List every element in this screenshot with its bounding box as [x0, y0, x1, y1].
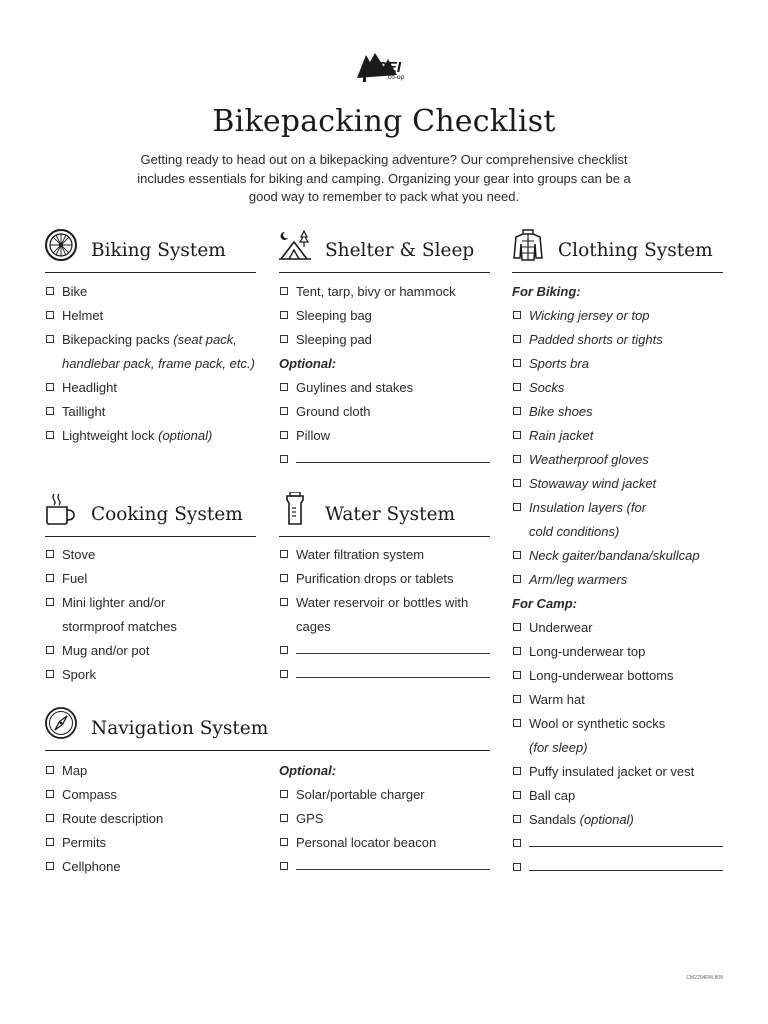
checklist-item[interactable]: Ground cloth: [279, 400, 490, 424]
checklist-item[interactable]: Water filtration system: [279, 543, 490, 567]
checkbox[interactable]: [280, 790, 288, 798]
checklist-item[interactable]: Padded shorts or tights: [512, 328, 723, 352]
checklist-item[interactable]: Underwear: [512, 616, 723, 640]
checklist-item[interactable]: Stowaway wind jacket: [512, 472, 723, 496]
checkbox[interactable]: [513, 719, 521, 727]
checkbox[interactable]: [46, 862, 54, 870]
checkbox[interactable]: [513, 455, 521, 463]
checkbox[interactable]: [46, 814, 54, 822]
checkbox[interactable]: [513, 623, 521, 631]
checkbox[interactable]: [280, 455, 288, 463]
checklist-item[interactable]: Bikepacking packs (seat pack, handlebar pack, frame pack, etc.): [45, 328, 256, 376]
checklist-item[interactable]: Long-underwear top: [512, 640, 723, 664]
checklist-item[interactable]: Tent, tarp, bivy or hammock: [279, 280, 490, 304]
checklist-item[interactable]: Route description: [45, 807, 256, 831]
item-note: (optional): [158, 428, 213, 443]
checkbox[interactable]: [46, 407, 54, 415]
checkbox[interactable]: [46, 598, 54, 606]
blank-line[interactable]: [296, 855, 490, 870]
biking-section-title: Biking System: [91, 240, 226, 261]
checkbox[interactable]: [46, 766, 54, 774]
water-section: [279, 492, 490, 687]
page-title: Bikepacking Checklist: [212, 104, 556, 139]
checklist-item[interactable]: Insulation layers (for cold conditions): [512, 496, 723, 544]
checkbox[interactable]: [46, 550, 54, 558]
checklist-item[interactable]: Weatherproof gloves: [512, 448, 723, 472]
optional-label: Optional:: [279, 356, 337, 371]
divider: [279, 272, 490, 273]
checkbox[interactable]: [280, 311, 288, 319]
checklist-item[interactable]: Cellphone: [45, 855, 256, 879]
checkbox[interactable]: [513, 359, 521, 367]
checkbox[interactable]: [46, 431, 54, 439]
checkbox[interactable]: [46, 646, 54, 654]
checklist-item[interactable]: Sports bra: [512, 352, 723, 376]
item-note: (for sleep): [529, 740, 588, 755]
divider: [45, 536, 256, 537]
compass-icon: [45, 706, 77, 740]
checkbox[interactable]: [46, 790, 54, 798]
checkbox[interactable]: [513, 383, 521, 391]
checkbox[interactable]: [46, 838, 54, 846]
checkbox[interactable]: [46, 335, 54, 343]
checkbox[interactable]: [513, 671, 521, 679]
checkbox[interactable]: [280, 431, 288, 439]
checklist-item[interactable]: Ball cap: [512, 784, 723, 808]
checkbox[interactable]: [46, 574, 54, 582]
checklist-item[interactable]: Pillow: [279, 424, 490, 448]
checkbox[interactable]: [513, 431, 521, 439]
mug-icon: [45, 492, 77, 526]
jacket-icon: [512, 228, 544, 262]
checkbox[interactable]: [280, 670, 288, 678]
navigation-section: [45, 706, 490, 874]
checklist-item[interactable]: Puffy insulated jacket or vest: [512, 760, 723, 784]
checkbox[interactable]: [46, 311, 54, 319]
checkbox[interactable]: [280, 838, 288, 846]
checkbox[interactable]: [280, 383, 288, 391]
item-note: (optional): [579, 812, 634, 827]
water-bottle-icon: [279, 492, 311, 526]
checklist-item[interactable]: Sandals (optional): [512, 808, 723, 832]
tent-icon: [279, 228, 311, 262]
checklist-item[interactable]: Compass: [45, 783, 256, 807]
checkbox[interactable]: [280, 598, 288, 606]
checkbox[interactable]: [46, 670, 54, 678]
blank-line[interactable]: [529, 856, 723, 871]
shelter-section-title: Shelter & Sleep: [325, 240, 475, 261]
checkbox[interactable]: [280, 574, 288, 582]
checklist-item[interactable]: Sleeping pad: [279, 328, 490, 352]
checklist-item[interactable]: Purification drops or tablets: [279, 567, 490, 591]
checkbox[interactable]: [280, 287, 288, 295]
checklist-item[interactable]: Mini lighter and/or stormproof matches: [45, 591, 256, 639]
item-note: (seat pack, handlebar pack, frame pack, etc.): [62, 332, 255, 371]
checkbox[interactable]: [513, 575, 521, 583]
checkbox[interactable]: [513, 695, 521, 703]
checkbox[interactable]: [513, 767, 521, 775]
bike-wheel-icon: [45, 228, 77, 262]
checklist-item[interactable]: Sleeping bag: [279, 304, 490, 328]
navigation-section-title: Navigation System: [91, 718, 269, 739]
checklist-item[interactable]: Bike: [45, 280, 256, 304]
checkbox[interactable]: [280, 407, 288, 415]
checkbox[interactable]: [280, 646, 288, 654]
clothing-section: [512, 228, 723, 880]
checklist-item[interactable]: Neck gaiter/bandana/skullcap: [512, 544, 723, 568]
checklist-item[interactable]: GPS: [279, 807, 490, 831]
checkbox[interactable]: [513, 503, 521, 511]
checklist-item[interactable]: Fuel: [45, 567, 256, 591]
blank-line[interactable]: [296, 448, 490, 463]
checklist-item[interactable]: Mug and/or pot: [45, 639, 256, 663]
blank-line[interactable]: [529, 832, 723, 847]
checklist-item[interactable]: Lightweight lock (optional): [45, 424, 256, 448]
checkbox[interactable]: [280, 335, 288, 343]
cooking-section-title: Cooking System: [91, 504, 243, 525]
checklist-item[interactable]: Permits: [45, 831, 256, 855]
divider: [512, 272, 723, 273]
checkbox[interactable]: [513, 551, 521, 559]
blank-checklist-item[interactable]: [512, 856, 723, 880]
checkbox[interactable]: [513, 479, 521, 487]
intro-text: Getting ready to head out on a bikepacking adventure? Our comprehensive checklist includes essentials for biking and camping. Organizing your gear into groups can be a good way to remember to pack what you need.: [137, 152, 631, 205]
checklist-item[interactable]: Wool or synthetic socks: [512, 712, 723, 736]
checkbox[interactable]: [513, 839, 521, 847]
checkbox[interactable]: [513, 863, 521, 871]
checklist-item[interactable]: Solar/portable charger: [279, 783, 490, 807]
checklist-item[interactable]: Guylines and stakes: [279, 376, 490, 400]
checklist-item[interactable]: Long-underwear bottoms: [512, 664, 723, 688]
biking-section: [45, 228, 256, 448]
blank-checklist-item[interactable]: [279, 663, 490, 687]
for-camp-label: For Camp:: [512, 596, 577, 611]
checkbox[interactable]: [513, 815, 521, 823]
checklist-item[interactable]: Map: [45, 759, 256, 783]
checklist-item[interactable]: Spork: [45, 663, 256, 687]
checkbox[interactable]: [513, 791, 521, 799]
checklist-item[interactable]: Rain jacket: [512, 424, 723, 448]
checkbox[interactable]: [513, 335, 521, 343]
checkbox[interactable]: [280, 550, 288, 558]
blank-line[interactable]: [296, 663, 490, 678]
blank-checklist-item[interactable]: [279, 639, 490, 663]
checkbox[interactable]: [46, 287, 54, 295]
checklist-item[interactable]: Arm/leg warmers: [512, 568, 723, 592]
checkbox[interactable]: [280, 862, 288, 870]
checklist-item[interactable]: Socks: [512, 376, 723, 400]
blank-line[interactable]: [296, 639, 490, 654]
checklist-item[interactable]: Water reservoir or bottles with cages: [279, 591, 490, 639]
checkbox[interactable]: [513, 407, 521, 415]
divider: [45, 272, 256, 273]
blank-checklist-item[interactable]: [279, 855, 490, 879]
for-biking-label: For Biking:: [512, 284, 581, 299]
water-section-title: Water System: [325, 504, 456, 525]
clothing-section-title: Clothing System: [558, 240, 713, 261]
blank-checklist-item[interactable]: [512, 832, 723, 856]
checkbox[interactable]: [280, 814, 288, 822]
rei-logo: [357, 47, 411, 83]
footer-code: CM2204RW.808: [686, 975, 723, 981]
checklist-item[interactable]: Stove: [45, 543, 256, 567]
checkbox[interactable]: [46, 383, 54, 391]
checkbox[interactable]: [513, 311, 521, 319]
checklist-item[interactable]: Taillight: [45, 400, 256, 424]
checklist-item[interactable]: Warm hat: [512, 688, 723, 712]
blank-checklist-item[interactable]: [279, 448, 490, 472]
checklist-item[interactable]: Bike shoes: [512, 400, 723, 424]
divider: [45, 750, 490, 751]
svg-text:co-op: co-op: [388, 74, 405, 81]
checkbox[interactable]: [513, 647, 521, 655]
checklist-item[interactable]: Personal locator beacon: [279, 831, 490, 855]
cooking-section: [45, 492, 256, 687]
divider: [279, 536, 490, 537]
svg-text:REI: REI: [376, 59, 402, 76]
shelter-section: [279, 228, 490, 472]
checklist-item[interactable]: Helmet: [45, 304, 256, 328]
optional-label: Optional:: [279, 763, 337, 778]
checklist-item[interactable]: Wicking jersey or top: [512, 304, 723, 328]
checklist-item[interactable]: Headlight: [45, 376, 256, 400]
